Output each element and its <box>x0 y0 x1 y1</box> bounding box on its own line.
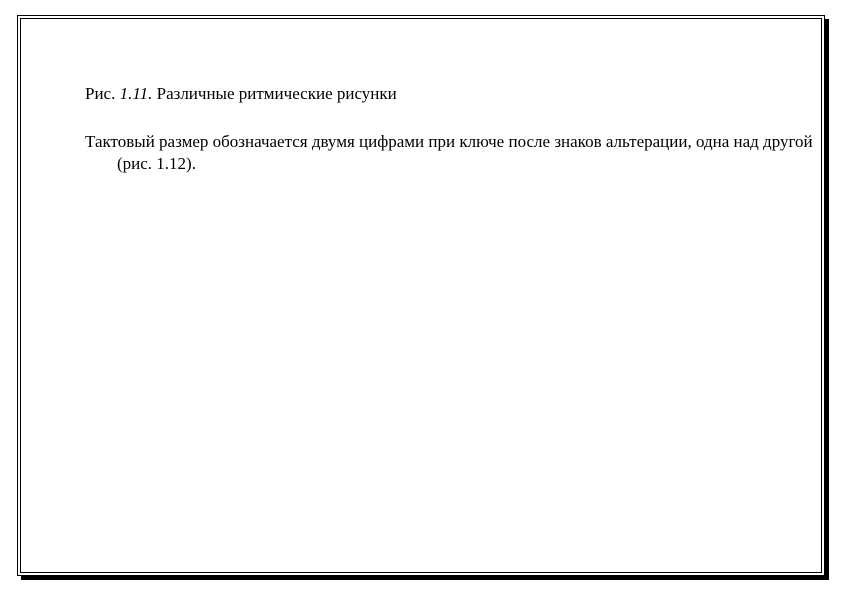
body-paragraph: Тактовый размер обозначается двумя цифрами при ключе после знаков альтерации, одна над другой (рис. 1.12). <box>85 132 813 173</box>
figure-caption-number: 1.11. <box>119 84 153 103</box>
figure-caption-prefix: Рис. <box>85 84 116 103</box>
figure-caption-title: Различные ритмические рисунки <box>156 84 397 103</box>
page-frame <box>17 15 825 576</box>
figure-caption <box>85 83 397 105</box>
